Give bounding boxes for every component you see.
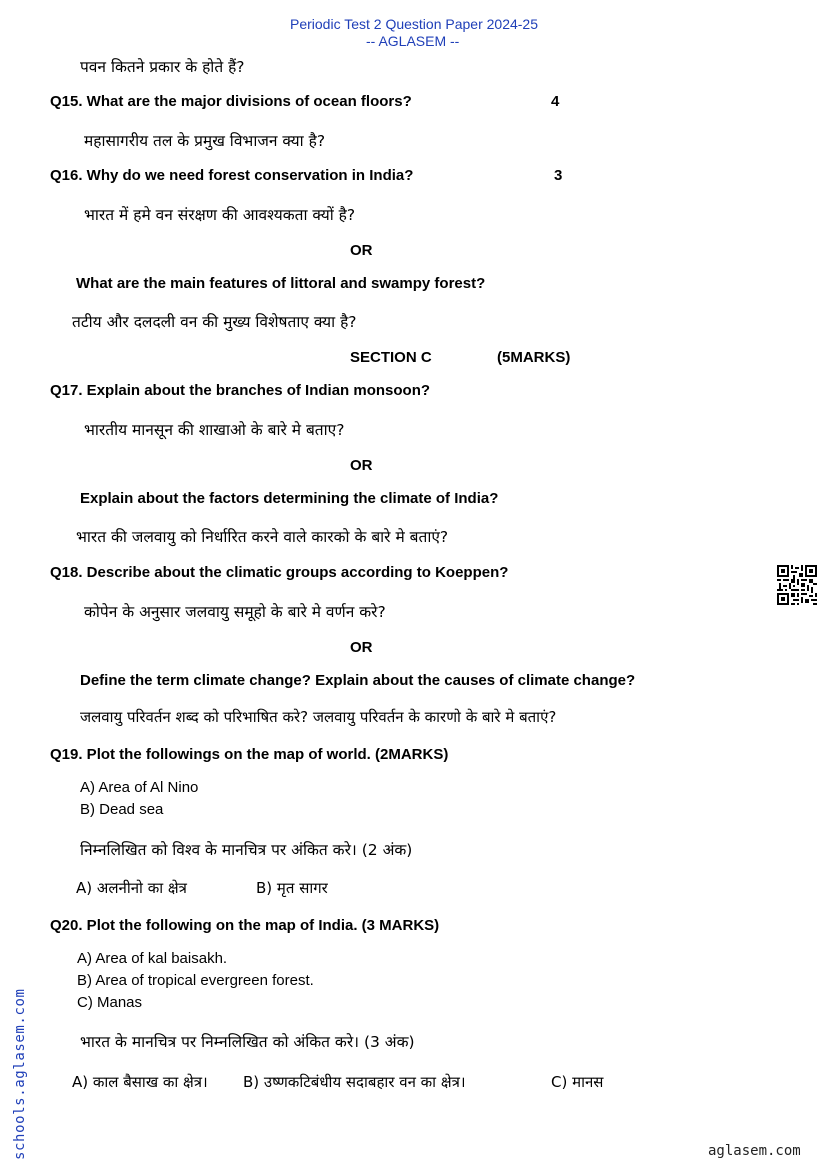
question-15: Q15. What are the major divisions of ocean floors? xyxy=(50,93,412,110)
question-19-hindi-option-a: A) अलनीनो का क्षेत्र xyxy=(76,879,187,897)
question-19-hindi: निम्नलिखित को विश्व के मानचित्र पर अंकित करे। (2 अंक) xyxy=(80,841,413,859)
side-watermark: schools.aglasem.com xyxy=(12,988,28,1160)
or-label: OR xyxy=(350,457,373,474)
question-20-option-b: B) Area of tropical evergreen forest. xyxy=(77,972,314,989)
qr-code-icon xyxy=(777,565,817,605)
question-17-hindi: भारतीय मानसून की शाखाओ के बारे मे बताए? xyxy=(84,421,345,439)
question-19: Q19. Plot the followings on the map of world. (2MARKS) xyxy=(50,746,449,763)
question-line: पवन कितने प्रकार के होते हैं? xyxy=(80,58,245,76)
question-20-option-a: A) Area of kal baisakh. xyxy=(77,950,228,967)
section-c-marks: (5MARKS) xyxy=(497,349,571,366)
question-20-hindi-option-c: C) मानस xyxy=(551,1073,604,1091)
question-19-option-a: A) Area of Al Nino xyxy=(80,779,199,796)
question-20-hindi-option-a: A) काल बैसाख का क्षेत्र। xyxy=(72,1073,208,1091)
question-19-hindi-option-b: B) मृत सागर xyxy=(256,879,328,897)
or-label: OR xyxy=(350,242,373,259)
question-20-hindi-option-b: B) उष्णकटिबंधीय सदाबहार वन का क्षेत्र। xyxy=(243,1073,466,1091)
question-16-hindi: भारत में हमे वन संरक्षण की आवश्यकता क्यों है? xyxy=(84,206,356,224)
question-15-hindi: महासागरीय तल के प्रमुख विभाजन क्या है? xyxy=(84,132,326,150)
footer-watermark: aglasem.com xyxy=(708,1143,801,1159)
question-19-option-b: B) Dead sea xyxy=(80,801,164,818)
or-label: OR xyxy=(350,639,373,656)
question-16-alternative: What are the main features of littoral and swampy forest? xyxy=(76,275,486,292)
header-site: -- AGLASEM -- xyxy=(366,33,460,49)
question-16-alternative-hindi: तटीय और दलदली वन की मुख्य विशेषताए क्या है? xyxy=(72,313,357,331)
section-c-title: SECTION C xyxy=(350,349,432,366)
question-18-alternative-hindi: जलवायु परिवर्तन शब्द को परिभाषित करे? जलवायु परिवर्तन के कारणो के बारे मे बताएं? xyxy=(80,708,557,726)
question-17: Q17. Explain about the branches of Indian monsoon? xyxy=(50,382,431,399)
question-20-hindi: भारत के मानचित्र पर निम्नलिखित को अंकित करे। (3 अंक) xyxy=(80,1033,415,1051)
question-17-alternative: Explain about the factors determining the climate of India? xyxy=(80,490,499,507)
question-18-alternative: Define the term climate change? Explain about the causes of climate change? xyxy=(80,672,636,689)
question-20: Q20. Plot the following on the map of India. (3 MARKS) xyxy=(50,917,440,934)
question-20-option-c: C) Manas xyxy=(77,994,143,1011)
question-16: Q16. Why do we need forest conservation in India? xyxy=(50,167,414,184)
question-16-marks: 3 xyxy=(554,167,563,184)
question-17-alternative-hindi: भारत की जलवायु को निर्धारित करने वाले कारको के बारे मे बताएं? xyxy=(76,528,449,546)
question-18-hindi: कोपेन के अनुसार जलवायु समूहो के बारे मे वर्णन करे? xyxy=(84,603,386,621)
question-18: Q18. Describe about the climatic groups according to Koeppen? xyxy=(50,564,509,581)
header-title: Periodic Test 2 Question Paper 2024-25 xyxy=(290,16,539,32)
question-15-marks: 4 xyxy=(551,93,560,110)
